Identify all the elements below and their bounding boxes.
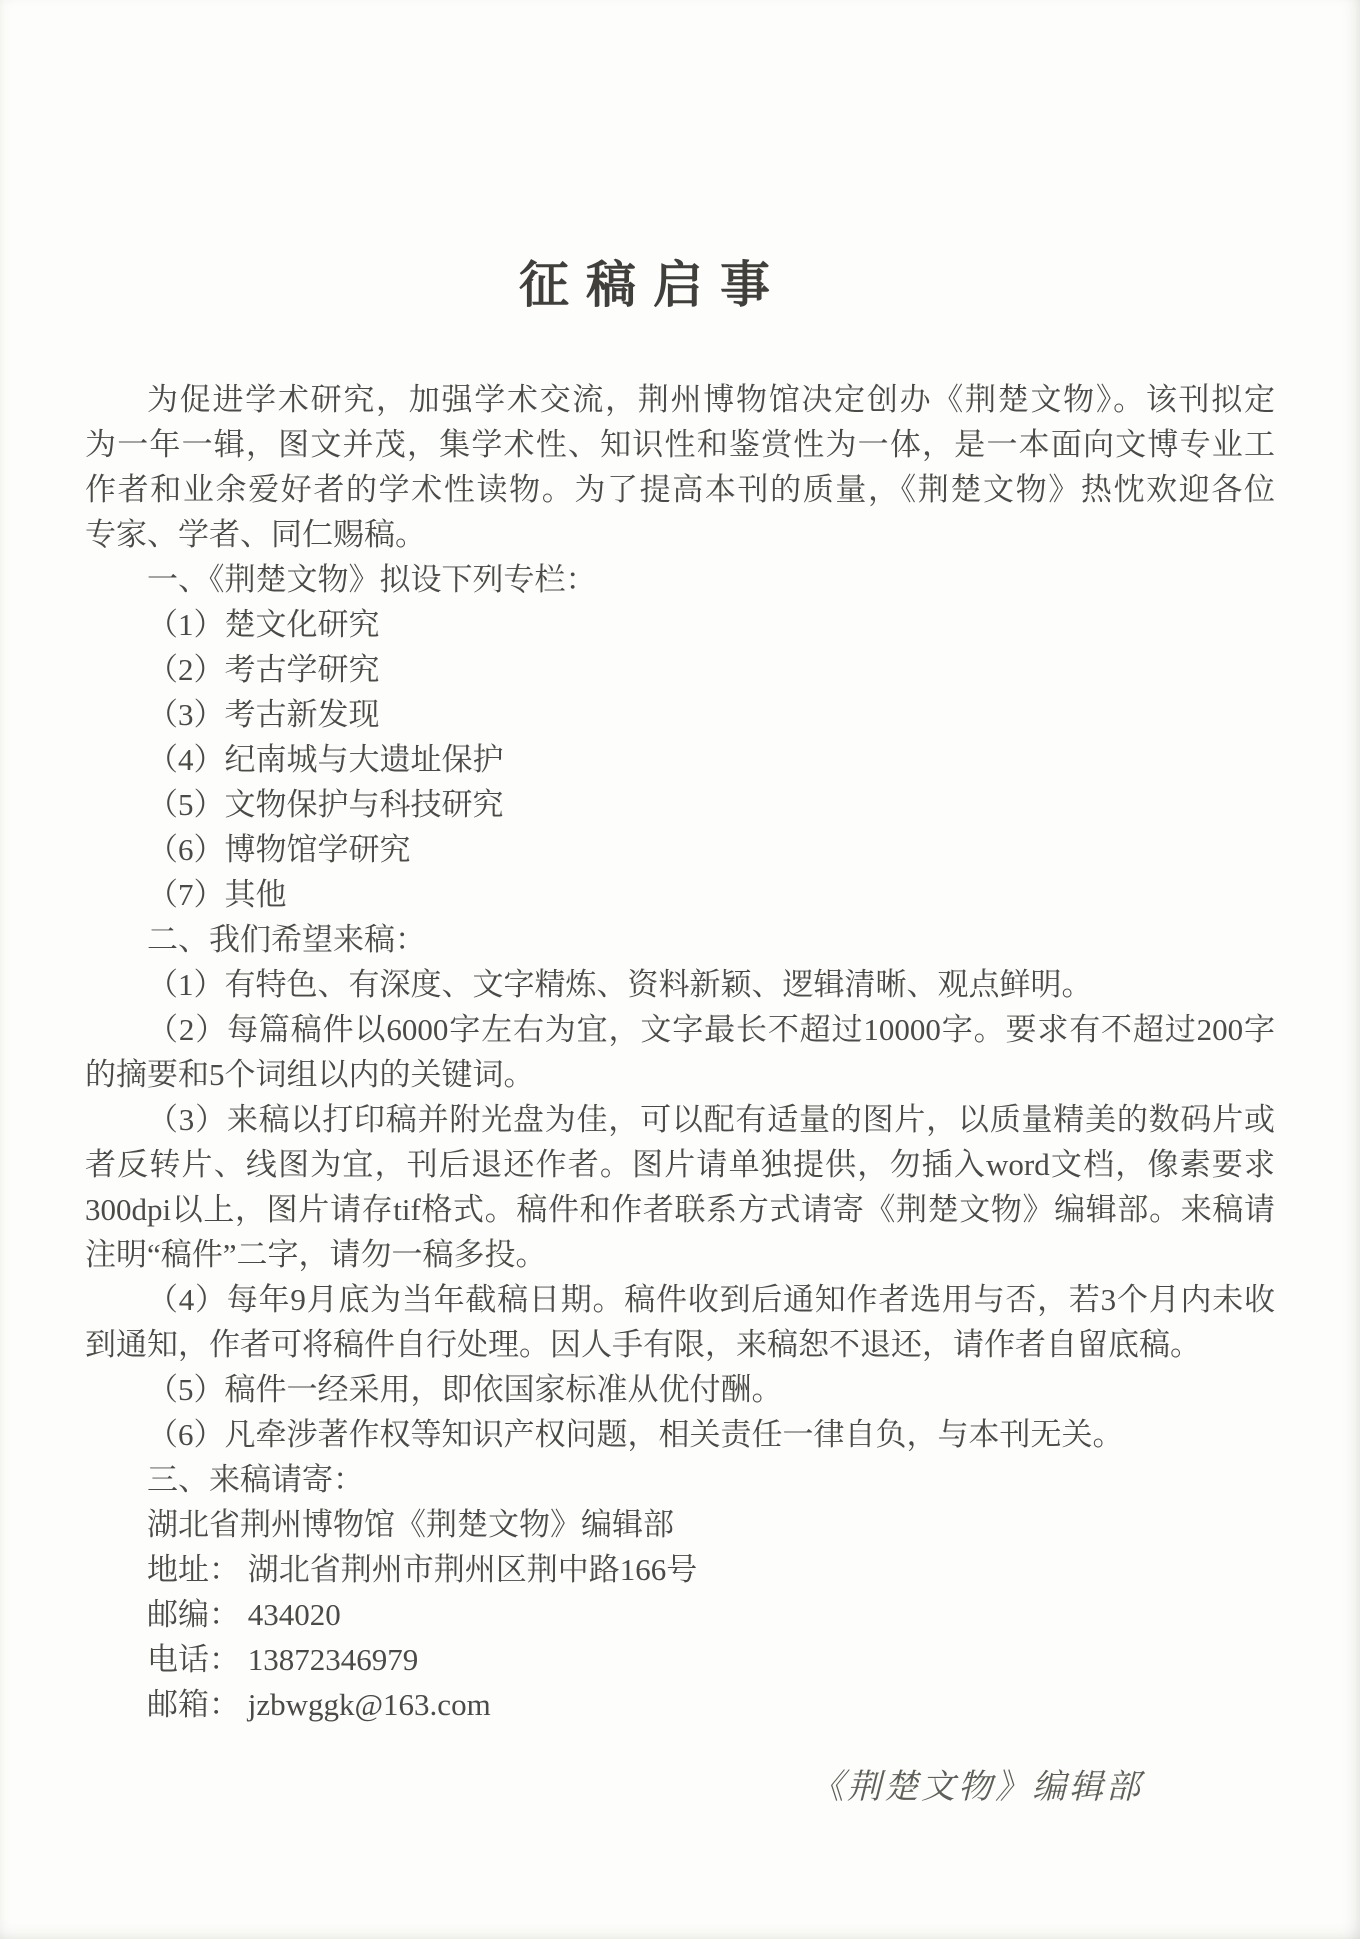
text-line: （4）每年9月底为当年截稿日期。稿件收到后通知作者选用与否，若3个月内未收 (147, 1282, 1275, 1317)
text-line: 注明“稿件”二字，请勿一稿多投。 (85, 1237, 547, 1272)
text-line: （1）有特色、有深度、文字精炼、资料新颖、逻辑清晰、观点鲜明。 (147, 967, 1093, 1002)
text-line: （7）其他 (147, 877, 287, 912)
text-line: 一、《荆楚文物》拟设下列专栏： (147, 562, 597, 597)
text-line: （6）博物馆学研究 (147, 832, 411, 867)
text-line: 三、来稿请寄： (147, 1462, 364, 1497)
text-line: 专家、学者、同仁赐稿。 (85, 517, 426, 552)
text-line: 作者和业余爱好者的学术性读物。为了提高本刊的质量，《荆楚文物》热忱欢迎各位 (85, 472, 1275, 507)
text-line: 者反转片、线图为宜，刊后退还作者。图片请单独提供，勿插入word文档，像素要求 (85, 1147, 1275, 1182)
text-line: （3）考古新发现 (147, 697, 380, 732)
text-line: （1）楚文化研究 (147, 607, 380, 642)
text-line: 二、我们希望来稿： (147, 922, 426, 957)
text-line: 为一年一辑，图文并茂，集学术性、知识性和鉴赏性为一体，是一本面向文博专业工 (85, 427, 1275, 462)
text-line: 湖北省荆州博物馆《荆楚文物》编辑部 (147, 1507, 674, 1542)
text-line: 为促进学术研究，加强学术交流，荆州博物馆决定创办《荆楚文物》。该刊拟定 (147, 382, 1275, 417)
text-line: 地址： 湖北省荆州市荆州区荆中路166号 (147, 1552, 698, 1587)
signature: 《荆楚文物》编辑部 (810, 1769, 1143, 1806)
text-line: （6）凡牵涉著作权等知识产权问题，相关责任一律自负，与本刊无关。 (147, 1417, 1124, 1452)
document-body (85, 377, 1275, 1727)
text-line: （5）文物保护与科技研究 (147, 787, 504, 822)
text-line: 300dpi以上，图片请存tif格式。稿件和作者联系方式请寄《荆楚文物》编辑部。来稿请 (85, 1192, 1275, 1227)
text-line: 的摘要和5个词组以内的关键词。 (85, 1057, 535, 1092)
text-line: 邮箱： jzbwggk@163.com (147, 1687, 491, 1722)
text-line: 到通知，作者可将稿件自行处理。因人手有限，来稿恕不退还，请作者自留底稿。 (85, 1327, 1201, 1362)
text-line: （3）来稿以打印稿并附光盘为佳，可以配有适量的图片，以质量精美的数码片或 (147, 1102, 1275, 1137)
text-line: 电话： 13872346979 (147, 1642, 419, 1677)
page-title: 征稿启事 (519, 257, 787, 313)
text-line: （2）考古学研究 (147, 652, 380, 687)
text-line: （2）每篇稿件以6000字左右为宜，文字最长不超过10000字。要求有不超过200字 (147, 1012, 1275, 1047)
text-line: （4）纪南城与大遗址保护 (147, 742, 504, 777)
text-line: 邮编： 434020 (147, 1597, 341, 1632)
text-line: （5）稿件一经采用，即依国家标准从优付酬。 (147, 1372, 783, 1407)
